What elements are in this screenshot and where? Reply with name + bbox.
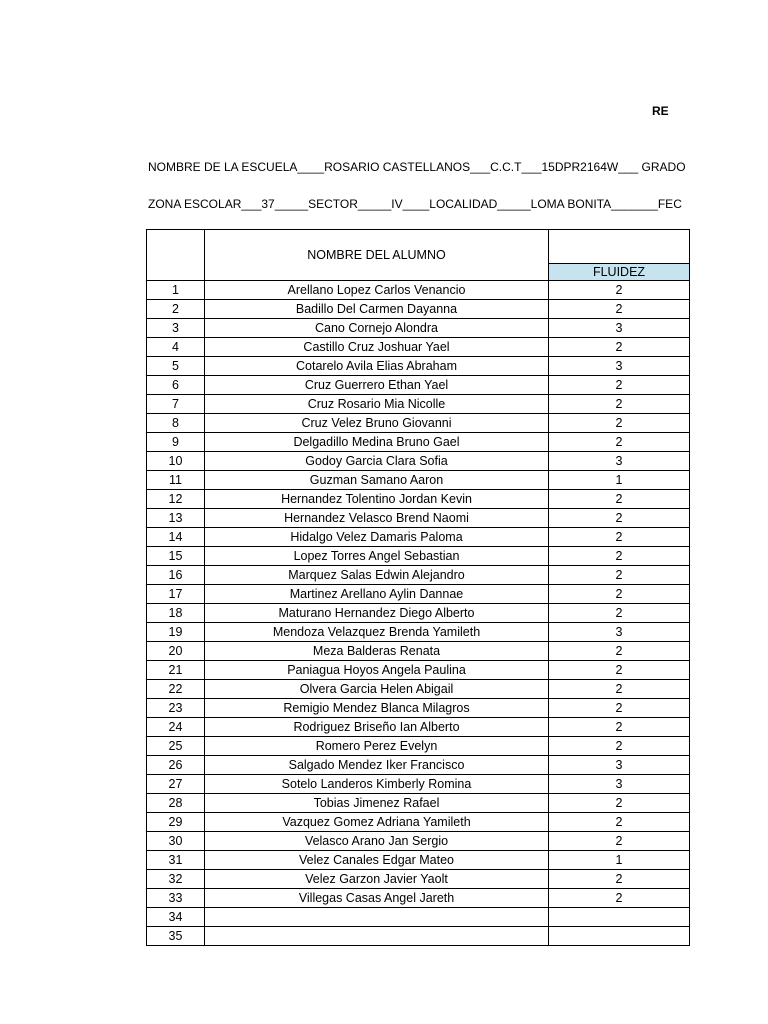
evaluation-header — [549, 230, 690, 264]
student-name: Rodriguez Briseño Ian Alberto — [205, 718, 549, 737]
report-title: RE — [652, 104, 669, 118]
table-row — [147, 775, 690, 794]
table-row — [147, 509, 690, 528]
table-row — [147, 680, 690, 699]
row-number: 15 — [147, 547, 205, 566]
student-name: Delgadillo Medina Bruno Gael — [205, 433, 549, 452]
row-number: 22 — [147, 680, 205, 699]
row-number: 33 — [147, 889, 205, 908]
student-name: Tobias Jimenez Rafael — [205, 794, 549, 813]
number-header — [147, 230, 205, 281]
student-name: Velasco Arano Jan Sergio — [205, 832, 549, 851]
row-number: 35 — [147, 927, 205, 946]
zone-info-line: ZONA ESCOLAR___37_____SECTOR_____IV____LOCALIDAD_____LOMA BONITA_______FEC — [148, 197, 682, 211]
fluency-score: 2 — [549, 870, 690, 889]
fluency-score: 2 — [549, 832, 690, 851]
student-name: Lopez Torres Angel Sebastian — [205, 547, 549, 566]
table-row — [147, 718, 690, 737]
table-row — [147, 794, 690, 813]
table-row — [147, 908, 690, 927]
fluency-header: FLUIDEZ — [549, 264, 690, 281]
fluency-score: 2 — [549, 490, 690, 509]
fluency-score — [549, 927, 690, 946]
fluency-score: 2 — [549, 737, 690, 756]
table-row — [147, 832, 690, 851]
fluency-score: 2 — [549, 604, 690, 623]
table-row — [147, 870, 690, 889]
fluency-score: 2 — [549, 414, 690, 433]
student-name: Hidalgo Velez Damaris Paloma — [205, 528, 549, 547]
fluency-score: 2 — [549, 509, 690, 528]
student-name: Villegas Casas Angel Jareth — [205, 889, 549, 908]
student-name — [205, 927, 549, 946]
table-row — [147, 395, 690, 414]
student-name: Marquez Salas Edwin Alejandro — [205, 566, 549, 585]
student-name: Velez Garzon Javier Yaolt — [205, 870, 549, 889]
fluency-score: 3 — [549, 357, 690, 376]
row-number: 10 — [147, 452, 205, 471]
fluency-score: 2 — [549, 889, 690, 908]
fluency-score: 2 — [549, 433, 690, 452]
school-info-line: NOMBRE DE LA ESCUELA____ROSARIO CASTELLANOS___C.C.T___15DPR2164W___ GRADO — [148, 160, 686, 174]
row-number: 7 — [147, 395, 205, 414]
student-name: Vazquez Gomez Adriana Yamileth — [205, 813, 549, 832]
fluency-score: 2 — [549, 281, 690, 300]
fluency-score: 3 — [549, 452, 690, 471]
row-number: 9 — [147, 433, 205, 452]
fluency-score: 2 — [549, 699, 690, 718]
table-row — [147, 699, 690, 718]
table-row — [147, 889, 690, 908]
student-name: Cruz Guerrero Ethan Yael — [205, 376, 549, 395]
student-name: Romero Perez Evelyn — [205, 737, 549, 756]
table-row — [147, 300, 690, 319]
fluency-score: 3 — [549, 319, 690, 338]
table-row — [147, 319, 690, 338]
student-name: Arellano Lopez Carlos Venancio — [205, 281, 549, 300]
table-row — [147, 661, 690, 680]
row-number: 19 — [147, 623, 205, 642]
student-name: Martinez Arellano Aylin Dannae — [205, 585, 549, 604]
row-number: 17 — [147, 585, 205, 604]
row-number: 3 — [147, 319, 205, 338]
row-number: 5 — [147, 357, 205, 376]
row-number: 26 — [147, 756, 205, 775]
table-row — [147, 471, 690, 490]
row-number: 4 — [147, 338, 205, 357]
row-number: 24 — [147, 718, 205, 737]
row-number: 16 — [147, 566, 205, 585]
table-row — [147, 623, 690, 642]
fluency-score: 2 — [549, 566, 690, 585]
student-name: Cruz Rosario Mia Nicolle — [205, 395, 549, 414]
fluency-score: 3 — [549, 623, 690, 642]
row-number: 29 — [147, 813, 205, 832]
table-row — [147, 756, 690, 775]
table-row — [147, 452, 690, 471]
row-number: 34 — [147, 908, 205, 927]
table-row — [147, 851, 690, 870]
table-row — [147, 927, 690, 946]
fluency-score: 2 — [549, 585, 690, 604]
student-name: Remigio Mendez Blanca Milagros — [205, 699, 549, 718]
student-name: Castillo Cruz Joshuar Yael — [205, 338, 549, 357]
table-row — [147, 433, 690, 452]
fluency-score: 2 — [549, 547, 690, 566]
row-number: 32 — [147, 870, 205, 889]
table-row — [147, 604, 690, 623]
fluency-score: 2 — [549, 300, 690, 319]
row-number: 20 — [147, 642, 205, 661]
student-name: Cruz Velez Bruno Giovanni — [205, 414, 549, 433]
student-name: Mendoza Velazquez Brenda Yamileth — [205, 623, 549, 642]
student-name: Hernandez Tolentino Jordan Kevin — [205, 490, 549, 509]
row-number: 1 — [147, 281, 205, 300]
row-number: 31 — [147, 851, 205, 870]
student-name: Velez Canales Edgar Mateo — [205, 851, 549, 870]
fluency-score — [549, 908, 690, 927]
fluency-score: 1 — [549, 471, 690, 490]
row-number: 28 — [147, 794, 205, 813]
fluency-score: 2 — [549, 661, 690, 680]
fluency-score: 2 — [549, 338, 690, 357]
fluency-score: 2 — [549, 680, 690, 699]
table-row — [147, 414, 690, 433]
student-name: Cano Cornejo Alondra — [205, 319, 549, 338]
student-name: Salgado Mendez Iker Francisco — [205, 756, 549, 775]
table-row — [147, 357, 690, 376]
fluency-score: 3 — [549, 756, 690, 775]
student-name: Godoy Garcia Clara Sofia — [205, 452, 549, 471]
row-number: 2 — [147, 300, 205, 319]
student-name: Cotarelo Avila Elias Abraham — [205, 357, 549, 376]
row-number: 25 — [147, 737, 205, 756]
row-number: 14 — [147, 528, 205, 547]
table-row — [147, 585, 690, 604]
student-name: Sotelo Landeros Kimberly Romina — [205, 775, 549, 794]
table-row — [147, 547, 690, 566]
student-name — [205, 908, 549, 927]
fluency-score: 3 — [549, 775, 690, 794]
fluency-score: 2 — [549, 718, 690, 737]
student-name-header: NOMBRE DEL ALUMNO — [205, 230, 549, 281]
table-row — [147, 737, 690, 756]
student-name: Maturano Hernandez Diego Alberto — [205, 604, 549, 623]
fluency-score: 2 — [549, 813, 690, 832]
table-row — [147, 338, 690, 357]
student-name: Badillo Del Carmen Dayanna — [205, 300, 549, 319]
table-row — [147, 528, 690, 547]
row-number: 21 — [147, 661, 205, 680]
table-row — [147, 813, 690, 832]
table-row — [147, 490, 690, 509]
row-number: 8 — [147, 414, 205, 433]
fluency-score: 1 — [549, 851, 690, 870]
table-row — [147, 281, 690, 300]
row-number: 12 — [147, 490, 205, 509]
student-name: Olvera Garcia Helen Abigail — [205, 680, 549, 699]
student-table — [146, 229, 690, 946]
fluency-score: 2 — [549, 376, 690, 395]
row-number: 11 — [147, 471, 205, 490]
student-name: Hernandez Velasco Brend Naomi — [205, 509, 549, 528]
student-name: Paniagua Hoyos Angela Paulina — [205, 661, 549, 680]
fluency-score: 2 — [549, 395, 690, 414]
table-row — [147, 566, 690, 585]
fluency-score: 2 — [549, 794, 690, 813]
fluency-score: 2 — [549, 642, 690, 661]
table-row — [147, 642, 690, 661]
student-name: Guzman Samano Aaron — [205, 471, 549, 490]
row-number: 30 — [147, 832, 205, 851]
fluency-score: 2 — [549, 528, 690, 547]
row-number: 27 — [147, 775, 205, 794]
table-row — [147, 376, 690, 395]
row-number: 6 — [147, 376, 205, 395]
row-number: 23 — [147, 699, 205, 718]
row-number: 13 — [147, 509, 205, 528]
row-number: 18 — [147, 604, 205, 623]
student-name: Meza Balderas Renata — [205, 642, 549, 661]
